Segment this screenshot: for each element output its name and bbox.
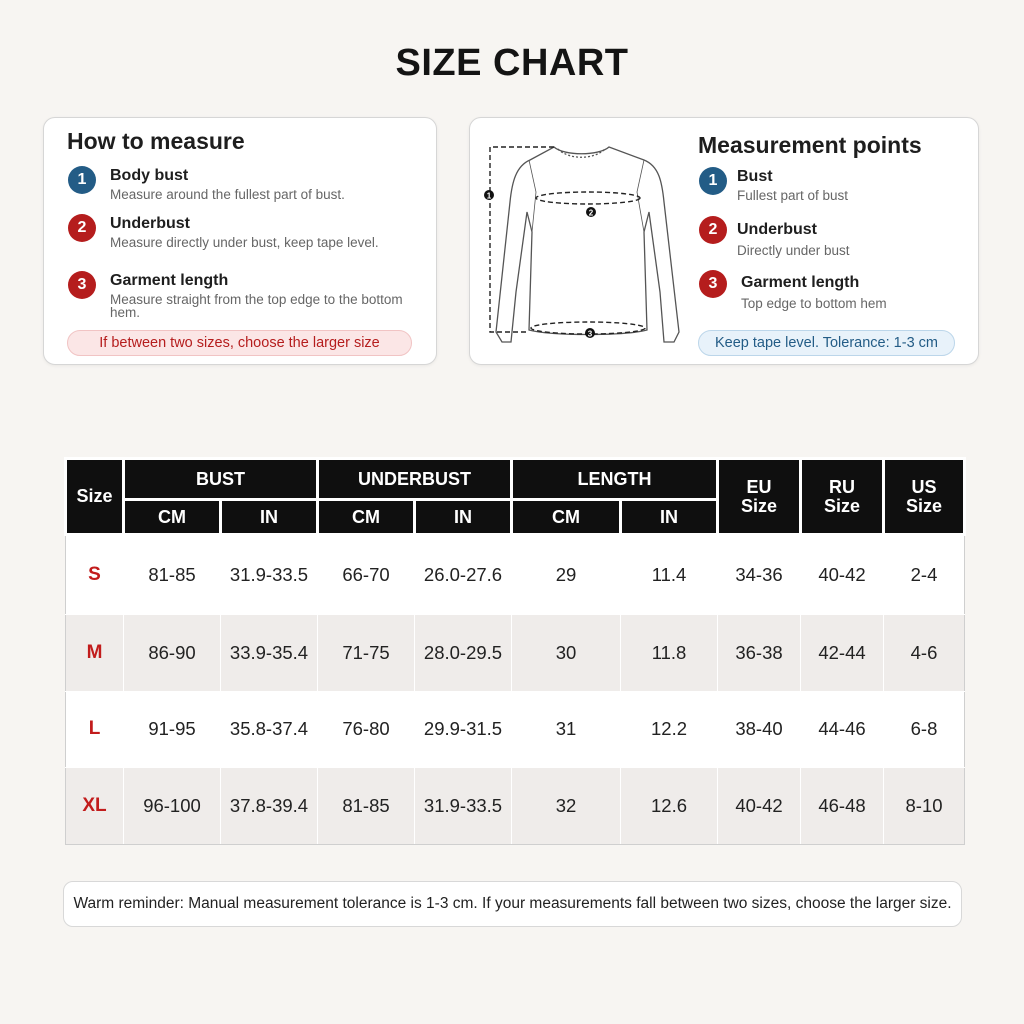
shirt-outline [496,147,679,342]
step-title: Underbust [737,221,817,238]
size-header: Size [66,459,124,535]
svg-text:1: 1 [486,191,492,201]
step-description: Fullest part of bust [737,188,849,203]
length-cm-cell: 31 [512,691,621,768]
step-title: Garment length [110,272,229,289]
step-description: Directly under bust [737,243,850,258]
table-row [66,768,965,845]
point-underbust [699,216,959,256]
bust-cm-cell: 81-85 [124,535,221,615]
ru-size-cell: 46-48 [801,768,884,845]
step-description: Measure directly under bust, keep tape level. [110,235,379,250]
bust-cm-cell: 86-90 [124,615,221,692]
step-title: Underbust [110,215,190,232]
how-to-measure-card [43,117,437,365]
warm-reminder: Warm reminder: Manual measurement tolerance is 1-3 cm. If your measurements fall between two sizes, choose the larger size. [63,881,962,927]
unit-header: IN [415,500,512,535]
unit-header: CM [124,500,221,535]
unit-header: CM [318,500,415,535]
underbust-in-cell: 29.9-31.5 [415,691,512,768]
length-in-cell: 12.6 [621,768,718,845]
length-cm-cell: 30 [512,615,621,692]
bust-in-cell: 33.9-35.4 [221,615,318,692]
eu-size-cell: 38-40 [718,691,801,768]
underbust-cm-cell: 81-85 [318,768,415,845]
bust-header: BUST [124,459,318,500]
svg-text:2: 2 [588,208,594,218]
marker-1 [484,190,494,201]
ru-size-cell: 40-42 [801,535,884,615]
step-number-badge: 3 [699,270,727,298]
length-in-cell: 11.8 [621,615,718,692]
step-number-badge: 1 [699,167,727,195]
eu-size-header [718,459,801,535]
step-number-badge: 1 [68,166,96,194]
length-cm-cell: 32 [512,768,621,845]
underbust-in-cell: 26.0-27.6 [415,535,512,615]
ru-size-header [801,459,884,535]
underbust-in-cell: 31.9-33.5 [415,768,512,845]
us-size-header [884,459,965,535]
step-description: Top edge to bottom hem [741,296,887,311]
measurement-points-heading: Measurement points [698,132,922,158]
point-garment-length [699,270,964,310]
underbust-cm-cell: 76-80 [318,691,415,768]
us-size-cell: 2-4 [884,535,965,615]
underbust-cm-cell: 71-75 [318,615,415,692]
us-size-label: US Size [906,476,943,516]
bust-in-cell: 37.8-39.4 [221,768,318,845]
shirt-diagram [484,132,689,357]
size-advice-note: If between two sizes, choose the larger size [67,330,412,356]
eu-size-cell: 34-36 [718,535,801,615]
underbust-in-cell: 28.0-29.5 [415,615,512,692]
bust-cm-cell: 91-95 [124,691,221,768]
step-number-badge: 2 [68,214,96,242]
unit-header: IN [221,500,318,535]
bust-measure-line [536,192,640,204]
length-header: LENGTH [512,459,718,500]
table-row [66,615,965,692]
eu-size-cell: 40-42 [718,768,801,845]
step-title: Garment length [741,274,860,291]
step-body-bust [68,166,428,206]
step-number-badge: 3 [68,271,96,299]
measurement-points-card [469,117,979,365]
length-in-cell: 11.4 [621,535,718,615]
us-size-cell: 4-6 [884,615,965,692]
svg-text:3: 3 [587,329,593,339]
us-size-cell: 8-10 [884,768,965,845]
ru-size-cell: 42-44 [801,615,884,692]
underbust-header: UNDERBUST [318,459,512,500]
how-to-measure-heading: How to measure [67,128,245,154]
size-cell: L [66,691,124,768]
bust-cm-cell: 96-100 [124,768,221,845]
ru-size-label: RU Size [824,476,861,516]
step-description: Measure around the fullest part of bust. [110,187,345,202]
step-description: Measure straight from the top edge to the bottom hem. [110,292,403,320]
size-table [64,457,966,845]
bust-in-cell: 35.8-37.4 [221,691,318,768]
step-title: Body bust [110,167,189,184]
step-number-badge: 2 [699,216,727,244]
us-size-cell: 6-8 [884,691,965,768]
eu-size-label: EU Size [741,476,778,516]
size-cell: XL [66,768,124,845]
marker-3 [585,328,595,339]
eu-size-cell: 36-38 [718,615,801,692]
step-title: Bust [737,168,773,185]
size-cell: S [66,535,124,615]
unit-header: IN [621,500,718,535]
table-row [66,535,965,615]
tolerance-note: Keep tape level. Tolerance: 1-3 cm [698,330,955,356]
step-garment-length [68,271,433,327]
unit-header: CM [512,500,621,535]
step-underbust [68,214,428,254]
length-in-cell: 12.2 [621,691,718,768]
marker-2 [586,207,596,218]
page-title: SIZE CHART [395,42,629,84]
ru-size-cell: 44-46 [801,691,884,768]
bust-in-cell: 31.9-33.5 [221,535,318,615]
underbust-cm-cell: 66-70 [318,535,415,615]
point-bust [699,167,959,207]
size-cell: M [66,615,124,692]
table-row [66,691,965,768]
length-cm-cell: 29 [512,535,621,615]
